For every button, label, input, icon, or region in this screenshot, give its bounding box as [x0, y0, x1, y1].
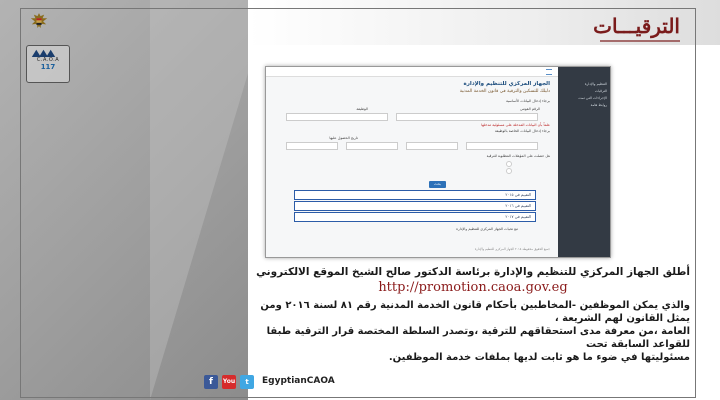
- description-line-1: أطلق الجهاز المركزي للتنظيم والإدارة برئاسة الدكتور صالح الشيخ الموقع الالكتروني: [256, 266, 690, 278]
- qualification-question: هل حصلت على المؤهلات المطلوبة للترقية: [486, 154, 550, 158]
- slide-title: الترقيـــات: [593, 14, 680, 38]
- sidebar-item-procedures[interactable]: الإجراءات التي تمت: [578, 96, 607, 100]
- accordion-item-2017[interactable]: [294, 212, 536, 222]
- website-title: الجهاز المركزي للتنظيم والإدارة: [463, 81, 550, 87]
- twitter-icon[interactable]: t: [240, 375, 254, 389]
- sidebar-item-promotions[interactable]: الترقيات: [594, 89, 607, 93]
- menu-icon[interactable]: [546, 69, 552, 75]
- section-basic-data: برجاء إدخال البيانات الأساسية: [506, 99, 550, 103]
- description-line-4: مسئوليتها في ضوء ما هو ثابت لديها بملفات خدمة الموظفين.: [388, 352, 690, 363]
- group-select[interactable]: [406, 142, 458, 150]
- copyright-text: جميع الحقوق محفوظة ٢٠١٨ الجهاز المركزي للتنظيم والإدارة: [474, 247, 550, 251]
- website-main: [266, 67, 558, 257]
- search-button-label: بحث: [434, 182, 441, 186]
- radio-yes[interactable]: [506, 161, 512, 167]
- slide-description: [256, 266, 690, 364]
- accordion-item-2016[interactable]: [294, 201, 536, 211]
- label-date: تاريخ الحصول عليها: [329, 136, 358, 140]
- description-line-2: والذي يمكن الموظفين -المخاطبين بأحكام قانون الخدمة المدنية رقم ٨١ لسنة ٢٠١٦ ومن يمثل القانون لهم الشريعة ،: [260, 300, 690, 324]
- org-logo-name: C.A.O.A: [36, 57, 60, 63]
- title-underline: [600, 40, 680, 42]
- date-input[interactable]: [286, 142, 338, 150]
- label-national-id: الرقم القومي: [519, 107, 540, 111]
- accordion-label-2016: التقييم في ٢٠١٦: [505, 203, 531, 208]
- sidebar-item-links[interactable]: روابط هامة: [590, 103, 607, 107]
- youtube-icon[interactable]: You: [222, 375, 236, 389]
- search-button[interactable]: [429, 181, 446, 188]
- hire-date-input[interactable]: [466, 142, 538, 150]
- accordion-label-2015: التقييم في ٢٠١٥: [505, 192, 531, 197]
- social-handle: EgyptianCAOA: [262, 376, 335, 386]
- pyramids-icon: [29, 48, 67, 57]
- website-sidebar: [558, 67, 610, 257]
- degree-select[interactable]: [346, 142, 398, 150]
- description-line-3: العامة ،من معرفة مدى استحقاقهم للترقية ،وتصدر السلطة المختصة قرار الترقية طبقا للقواعد السابقة تحت: [266, 326, 690, 350]
- website-screenshot: [265, 66, 611, 258]
- website-topbar: [266, 67, 558, 77]
- egypt-eagle-emblem-icon: [20, 10, 58, 46]
- section-job-data: برجاء إدخال البيانات الخاصة بالوظيفة: [494, 129, 550, 133]
- label-job: الوظيفة: [356, 107, 368, 111]
- radio-no[interactable]: [506, 168, 512, 174]
- accordion-label-2017: التقييم في ٢٠١٧: [505, 214, 531, 219]
- caoa-logo: [26, 45, 70, 83]
- national-id-input[interactable]: [396, 113, 538, 121]
- accordion-item-2015[interactable]: [294, 190, 536, 200]
- facebook-icon[interactable]: f: [204, 375, 218, 389]
- promotion-url-link[interactable]: http://promotion.caoa.gov.eg: [378, 280, 568, 295]
- sidebar-item-organization[interactable]: التنظيم والإدارة: [584, 82, 607, 86]
- website-subtitle: دليلك للتسكين والترقية في قانون الخدمة المدنية: [459, 89, 550, 94]
- footer-note: مع تحيات الجهاز المركزي للتنظيم والإدارة: [456, 227, 518, 231]
- job-input[interactable]: [286, 113, 388, 121]
- org-logo-number: 117: [40, 63, 56, 71]
- notice-text: علماً بأن البيانات المدخلة على مسئولية مدخلها: [481, 123, 550, 127]
- sidebar-spacer: [558, 67, 610, 79]
